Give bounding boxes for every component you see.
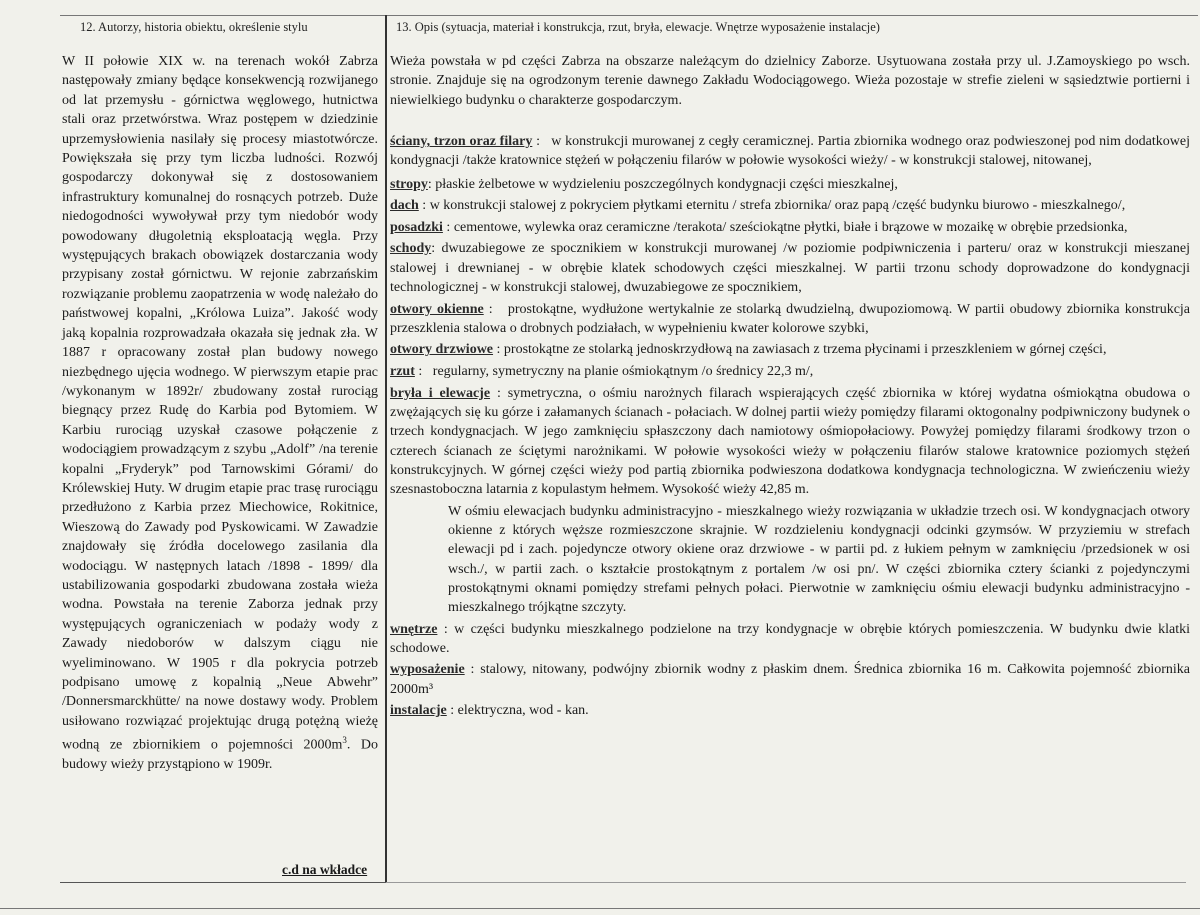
entry-label: otwory drzwiowe [390,342,494,358]
entry-instalacje [390,701,1190,720]
bottom-rule-left [60,882,386,883]
entry-sep: : [431,241,436,257]
section-13-header: 13. Opis (sytuacja, materiał i konstrukcja, rzut, bryła, elewacje. Wnętrze wyposażenie instalacje) [396,20,880,34]
entry-sep: : [464,662,475,678]
entry-label: dach [390,198,419,214]
entry-sep: : [532,134,540,149]
entry-text: stalowy, nitowany, podwójny zbiornik wodny z płaskim dnem. Średnica zbiornika 16 m. Całkowita pojemność zbiornika 2000m³ [390,662,1191,697]
entry-label: stropy [390,176,428,192]
history-tail: . Do budowy wieży przystąpiono w 1909r. [62,737,378,773]
top-rule [60,15,1198,16]
entry-wyposazenie [390,660,1190,699]
capacity-exponent: 3 [342,735,347,746]
entry-label: schody [390,241,432,257]
column-divider [385,15,387,883]
entry-otwory-okienne [390,300,1190,339]
entry-label: otwory okienne [390,301,484,317]
entry-text: elektryczna, wod - kan. [457,703,589,719]
entry-label: wnętrze [390,621,438,637]
entry-sep: : [493,342,501,358]
section-12-header: 12. Autorzy, historia obiektu, określenie stylu [80,20,308,34]
entry-sciany [390,132,1190,171]
entry-schody [390,239,1190,297]
description-entries [390,132,1190,723]
entry-text: W ośmiu elewacjach budynku administracyjno - mieszkalnego wieży rozwiązania w układzie trzech osi. W kondygnacjach otwory okienne z których węższe rozmieszczone skrajnie. W rozdzieleniu kondygnacji odcinki gzymsów. W przyziemiu w strefach elewacji pd i zach. pojedyncze otwory okiene oraz drzwiowe - w partii pd. z łukiem pełnym w zamknięciu /przedsionek w osi wsch./, w partii zach. o kształcie prostokątnym z portalem /w osi pn/. W części zbiornika cztery ścianki z pojedynczymi prostokątnymi oknami pomiędzy strefami pełnych połaci. Pierwotnie w zamknięciu ośmiu elewacji budynku administracyjno - mieszkalnego trójkątne szczyty. [448,503,1190,616]
entry-text: dwuzabiegowe ze spocznikiem w konstrukcji murowanej /w poziomie podpiwniczenia i parteru/ oraz w konstrukcji mieszanej stalowej i drewnianej - w obrębie klatek schodowych części mieszkalnej. W partii trzonu schody doprowadzone do kondygnacji technologicznej - w konstrukcji stalowej, dwuzabiegowe ze spocznikiem, [390,241,1190,295]
bottom-rule-right [386,882,1186,883]
entry-bryla [390,384,1190,500]
entry-label: wyposażenie [390,662,465,678]
entry-label: posadzki [390,219,443,235]
entry-sep: : [414,364,423,380]
entry-text: w konstrukcji murowanej z cegły ceramicznej. Partia zbiornika wodnego oraz podwieszonej pod nim dodatkowej kondygnacji /także kratownice stężeń w połączeniu filarów w połowie wysokości wieży/ - w konstrukcji stalowej, nitowanej, [390,134,1191,169]
entry-text: w części budynku mieszkalnego podzielone na trzy kondygnacje w obrębie których pomieszczenia. W budynku dwie klatki schodowe. [390,621,1190,656]
entry-text: płaskie żelbetowe w wydzieleniu poszczególnych kondygnacji części mieszkalnej, [435,176,898,192]
entry-text: prostokątne, wydłużone wertykalnie ze stolarką dwudzielną, dwupoziomową. W partii obudowy zbiornika konstrukcja przeszklenia stalowa o drobnych podziałach, w wypełnieniu kwater kolorowe szybki, [390,301,1191,336]
entry-sep: : [437,621,448,637]
history-paragraph [62,52,378,775]
page-bottom-rule [0,908,1200,909]
entry-elewacje-budynku [390,502,1190,618]
entry-posadzki [390,218,1190,237]
entry-sep: : [427,176,432,192]
entry-text: cementowe, wylewka oraz ceramiczne /terakota/ sześciokątne płytki, białe i brązowe w mozaikę w obrębie przedsionka, [453,219,1128,235]
entry-text: w konstrukcji stalowej z pokryciem płytkami eternitu / strefa zbiornika/ oraz papą /część budynku biurowo - mieszkalnego/, [429,198,1126,214]
entry-rzut [390,362,1190,381]
entry-dach [390,196,1190,215]
entry-sep: : [442,219,451,235]
continued-note: c.d na wkładce [282,862,368,877]
entry-sep: : [490,385,501,401]
entry-sep: : [483,301,493,317]
entry-label: ściany, trzon oraz filary [390,134,533,149]
capacity-value: 2000m [303,737,343,753]
entry-text: prostokątne ze stolarką jednoskrzydłową na zawiasach z trzema płycinami i przeszkleniem w górnej części, [503,342,1107,358]
entry-label: rzut [390,364,415,380]
entry-sep: : [446,703,455,719]
entry-wnetrze [390,620,1190,659]
entry-otwory-drzwiowe [390,340,1190,359]
entry-label: bryła i elewacje [390,385,491,401]
entry-text: regularny, symetryczny na planie ośmiokątnym /o średnicy 22,3 m/, [432,364,814,380]
intro-paragraph: Wieża powstała w pd części Zabrza na obszarze należącym do dzielnicy Zaborze. Usytuowana została przy ul. J.Zamoyskiego po wsch. stronie. Znajduje się na ogrodzonym terenie dawnego Zakładu Wodociągowego. Wieża pozostaje w strefie zieleni w sąsiedztwie portierni i niewielkiego budynku o charakterze gospodarczym. [390,54,1190,108]
entry-label: instalacje [390,703,447,719]
history-column [62,52,378,775]
entry-text: symetryczna, o ośmiu narożnych filarach wspierających część zbiornika w której wydatna ośmiokątna obudowa o zwężających się ku górze i załamanych ścianach - połaciach. W dolnej partii wieży pomiędzy filarami oktogonalny podpiwniczony budynek o trzech kondygnacjach. W jego zamknięciu spłaszczony dach namiotowy ośmiopołaciowy. Powyżej pomiędzy filarami środkowy trzon o czterech ścianach ze ściętymi narożnikami. W połowie wysokości wieży w połączeniu filarów stalowe kratownice poziomych stężeń konstrukcyjnych. W górnej części wieży pod partią zbiornika podwieszona dodatkowa kondygnacja technologiczna. W zwieńczeniu wieży szesnastoboczna latarnia z kopulastym hełmem. Wysokość wieży 42,85 m. [390,385,1191,498]
entry-sep: : [418,198,427,214]
entry-stropy [390,175,1190,194]
history-text: W II połowie XIX w. na terenach wokół Zabrza następowały zmiany będące konsekwencją rozwijanego od lat przemysłu - górnictwa węglowego, hutnictwa stali oraz przetwórstwa. Wraz postępem w dziedzinie uprzemysłowienia nasilały się procesy miastotwórcze. Powiększała się przy tym liczba ludności. Rozwój gospodarczy dokonywał się z dostosowaniem infrastruktury komunalnej do rosnących potrzeb. Duże niedogodności wywoływał przy tym niedobór wody powodowany długoletnią eksploatacją węgla. Przy występujących brakach obowiązek dostarczania wody przypisany został górnictwu. W rejonie zabrzańskim rozwiązanie problemu zaopatrzenia w wodę należało do państwowej kopalni, „Królowa Luiza”. Jakość wody jaką kopalnia rozprowadzała okazała się jednak zła. W 1887 r opracowany został plan budowy nowego niezbędnego ujęcia wodnego. W pierwszym etapie prac /wykonanym w 1892r/ zbudowany został rurociąg biegnący przez Rudę do Karbia pod Bytomiem. W Karbiu rurociąg uzyskał czasowe połączenie z wodociągiem prowadzącym z szybu „Adolf” /na terenie kopalni „Fryderyk” pod Tarnowskimi Górami/ do Królewskiej Huty. W drugim etapie prac trasę rurociągu przedłużono z Karbia przez Miechowice, Rokitnice, Wieszową do Zawady pod Pyskowicami. W Zawadzie znajdowały się źródła docelowego zasilania dla wodociągu. W następnych latach /1898 - 1899/ dla ustabilizowania gospodarki zbudowana została wieża wodna. Powstała na terenie Zaborza jednak przy występujących ograniczeniach w podaży wody z Zawady niedoborów w dalszym ciągu nie wyeliminowano. W 1905 r dla pokrycia potrzeb podpisano umowę z kopalnią „Neue Abwehr” /Donnersmarckhütte/ na nowe dostawy wody. Problem usiłowano rozwiązać projektując drugą potężną wieżę wodną ze zbiornikiem o pojemności [62,54,378,753]
description-intro [390,52,1190,110]
